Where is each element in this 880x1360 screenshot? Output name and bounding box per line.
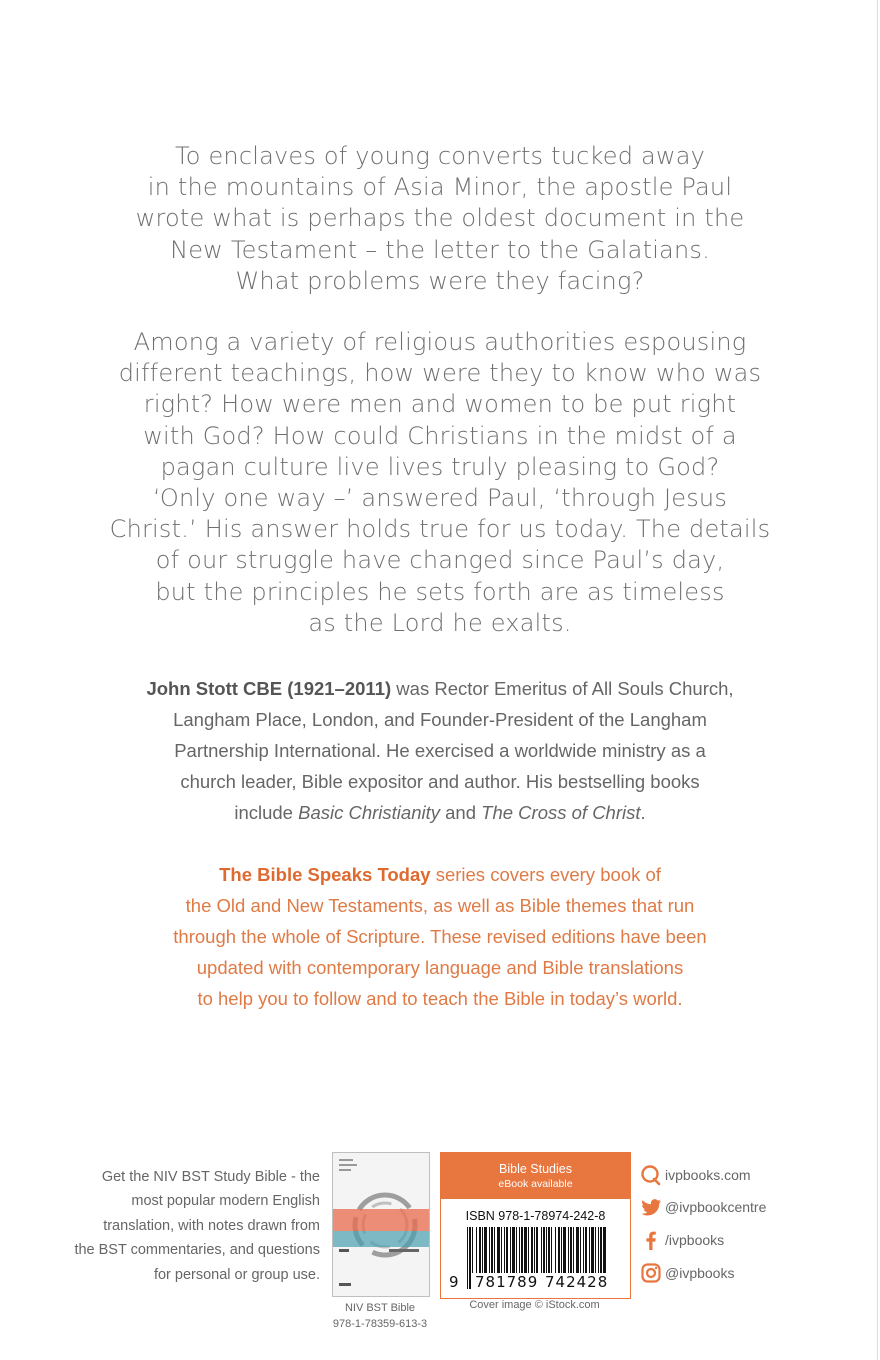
blurb-line: as the Lord he exalts.	[308, 608, 572, 637]
series-line: the Old and New Testaments, as well as Bible themes that run	[185, 895, 695, 916]
barcode-digit-group: 742428	[545, 1273, 609, 1291]
thumbnail-title: NIV BST Bible	[344, 1302, 416, 1314]
twitter-text: @ivpbookcentre	[665, 1199, 767, 1215]
study-bible-cover-thumbnail	[332, 1152, 430, 1297]
series-description	[100, 859, 780, 1014]
book-title: Basic Christianity	[298, 802, 440, 823]
barcode-bar	[568, 1227, 569, 1273]
barcode-bar	[591, 1227, 594, 1273]
barcode-bar	[467, 1227, 468, 1289]
bio-line: Langham Place, London, and Founder-President of the Langham	[173, 709, 707, 730]
barcode-bar	[519, 1227, 520, 1273]
barcode-bar	[548, 1227, 550, 1273]
barcode-bar	[583, 1227, 584, 1273]
barcode-bar	[469, 1227, 471, 1289]
barcode-bar	[524, 1227, 527, 1273]
cover-credit: Cover image © iStock.com	[469, 1299, 600, 1311]
blurb-paragraph-1	[90, 141, 790, 297]
series-line: to help you to follow and to teach the Bible in today’s world.	[197, 988, 683, 1009]
blurb-line: pagan culture live lives truly pleasing to God?	[160, 452, 720, 481]
barcode-bar	[600, 1227, 602, 1273]
blurb-line: in the mountains of Asia Minor, the apostle Paul	[147, 173, 733, 202]
barcode-bar	[482, 1227, 483, 1273]
blurb-line: of our struggle have changed since Paul’s day,	[155, 546, 725, 575]
barcode-bar	[561, 1227, 562, 1273]
barcode-bar	[476, 1227, 477, 1273]
barcode-bar	[528, 1227, 529, 1273]
barcode-bar	[541, 1227, 542, 1273]
barcode-bar	[531, 1227, 533, 1273]
barcode-bar	[543, 1227, 545, 1273]
barcode-bar	[576, 1227, 579, 1273]
search-icon	[640, 1164, 662, 1186]
bio-line	[100, 797, 780, 828]
barcode-bar	[472, 1227, 473, 1273]
website-text: ivpbooks.com	[665, 1167, 751, 1183]
ebook-label: eBook available	[498, 1178, 573, 1190]
book-title: The Cross of Christ	[481, 802, 641, 823]
barcode-bar	[491, 1227, 493, 1273]
barcode-panel	[440, 1152, 631, 1299]
twitter-bird-icon	[640, 1196, 662, 1218]
blurb-paragraph-2	[90, 327, 790, 639]
study-bible-promo	[40, 1165, 320, 1287]
category-label: Bible Studies	[499, 1162, 572, 1176]
barcode-bar	[585, 1227, 587, 1273]
barcode-bar	[558, 1227, 560, 1273]
bio-text: include	[234, 802, 299, 823]
promo-line: translation, with notes drawn from	[103, 1217, 320, 1234]
author-bio	[100, 673, 780, 828]
blurb-line: To enclaves of young converts tucked away	[174, 142, 706, 170]
series-text: series covers every book of	[430, 864, 661, 885]
series-line	[100, 859, 780, 890]
barcode-bar	[479, 1227, 481, 1273]
series-line: updated with contemporary language and Bible translations	[196, 957, 684, 978]
barcode-bar	[497, 1227, 500, 1273]
bio-line: Partnership International. He exercised a worldwide ministry as a	[174, 740, 706, 761]
blurb-line: ‘Only one way –’ answered Paul, ‘through Jesus	[152, 484, 728, 513]
series-line: through the whole of Scripture. These revised editions have been	[173, 926, 707, 947]
author-name: John Stott CBE (1921–2011)	[146, 678, 392, 699]
barcode-bar	[598, 1227, 599, 1273]
barcode-bar	[595, 1227, 596, 1273]
thumbnail-isbn: 978-1-78359-613-3	[332, 1318, 428, 1330]
barcode-bar	[555, 1227, 556, 1273]
barcode-bar	[512, 1227, 515, 1273]
bio-line: church leader, Bible expositor and author. His bestselling books	[180, 771, 700, 792]
facebook-text: /ivpbooks	[665, 1232, 725, 1248]
promo-line: most popular modern English	[131, 1193, 320, 1210]
barcode-bar	[580, 1227, 581, 1273]
promo-line: the BST commentaries, and questions	[74, 1242, 320, 1259]
blurb-line: What problems were they facing?	[235, 266, 645, 295]
isbn-text: ISBN 978-1-78974-242-8	[465, 1209, 606, 1223]
blurb-line: but the principles he sets forth are as timeless	[155, 577, 725, 606]
barcode-bar	[573, 1227, 574, 1273]
blurb-line: different teachings, how were they to know who was	[118, 359, 762, 388]
barcode-bar	[521, 1227, 523, 1273]
blurb-line: wrote what is perhaps the oldest document in the	[135, 204, 745, 233]
promo-line: for personal or group use.	[153, 1266, 320, 1283]
barcode-bar	[489, 1227, 490, 1273]
barcode-bar	[506, 1227, 508, 1273]
blurb-line: right? How were men and women to be put right	[143, 390, 737, 419]
barcode-bar	[484, 1227, 487, 1273]
barcode-bar	[551, 1227, 552, 1273]
cover-art	[333, 1153, 429, 1296]
bio-text: and	[440, 802, 482, 823]
series-name: The Bible Speaks Today	[219, 864, 431, 885]
thumbnail-caption	[320, 1300, 440, 1332]
category-band	[441, 1153, 630, 1199]
barcode-bar	[516, 1227, 517, 1273]
blurb-line: Among a variety of religious authorities espousing	[133, 328, 747, 356]
blurb-line: Christ.’ His answer holds true for us today. The details	[109, 515, 771, 544]
barcode-bar	[534, 1227, 535, 1273]
barcode-bar	[546, 1227, 547, 1273]
barcode-bar	[504, 1227, 505, 1273]
instagram-text: @ivpbooks	[665, 1265, 735, 1281]
bio-text: .	[640, 802, 646, 823]
bio-line	[100, 673, 780, 704]
barcode-digit-group: 781789	[475, 1273, 539, 1291]
promo-line: Get the NIV BST Study Bible - the	[101, 1169, 320, 1185]
barcode-bar	[603, 1227, 606, 1273]
facebook-icon	[640, 1229, 662, 1251]
barcode-bar	[563, 1227, 566, 1273]
barcode-bar	[501, 1227, 502, 1273]
barcode-bar	[510, 1227, 511, 1273]
barcode-digit-lead: 9	[449, 1273, 460, 1291]
bio-text: was Rector Emeritus of All Souls Church,	[391, 678, 734, 699]
blurb-line: New Testament – the letter to the Galatians.	[170, 235, 710, 264]
barcode-bar	[570, 1227, 572, 1273]
barcode-bar	[494, 1227, 495, 1273]
blurb-line: with God? How could Christians in the midst of a	[143, 421, 737, 450]
barcode-bar	[589, 1227, 590, 1273]
page-edge-line	[877, 0, 878, 1360]
instagram-icon	[640, 1262, 662, 1284]
